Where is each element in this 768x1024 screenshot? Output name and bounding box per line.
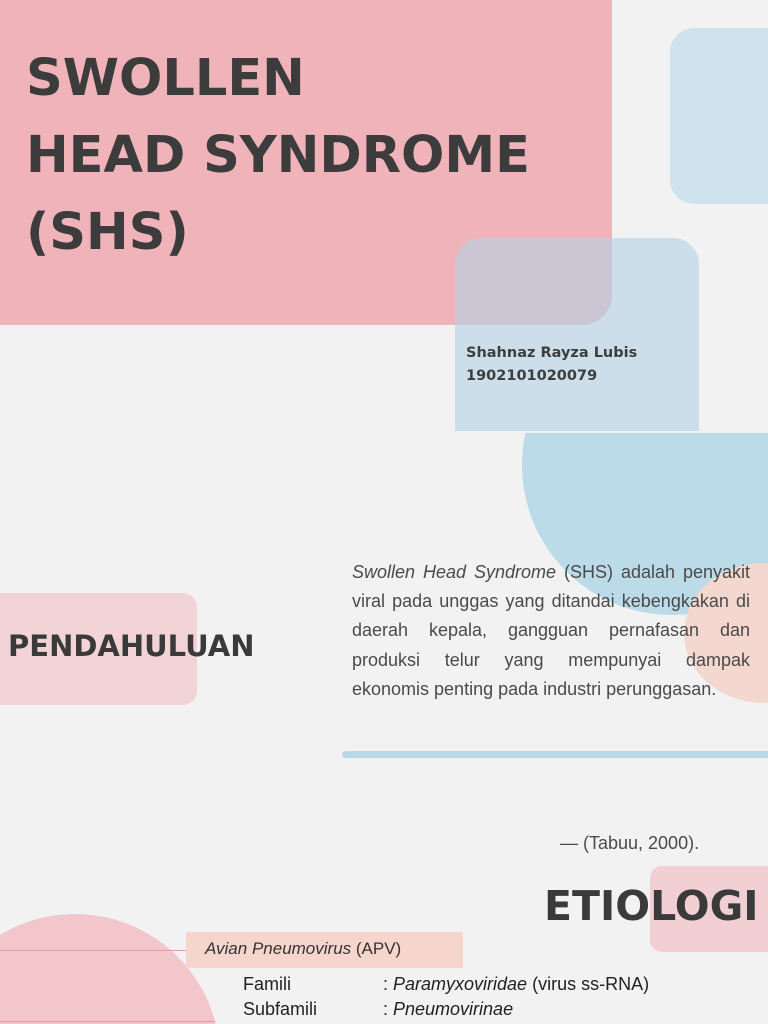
title-line-1: SWOLLEN: [26, 49, 305, 108]
pink-circle-decoration: [0, 914, 220, 1024]
title-line-3: (SHS): [26, 203, 189, 262]
intro-paragraph: [352, 558, 750, 704]
apv-rest: (APV): [351, 939, 402, 958]
taxonomy-sep: :: [383, 974, 394, 994]
slide-title: [0, 0, 768, 431]
citation: — (Tabuu, 2000).: [560, 833, 700, 853]
taxonomy-row: [243, 999, 513, 1020]
slide-title-heading: [26, 40, 530, 271]
para-rest: (SHS) adalah penyakit viral pada unggas yang ditandai kebengkakan di daerah kepala, gangguan pernafasan dan produksi telur yang mempunyai dampak ekonomis penting pada industri perunggasan.: [352, 562, 750, 699]
author-name: Shahnaz Rayza Lubis: [466, 345, 638, 361]
blue-divider-line: [342, 751, 768, 758]
pink-divider-line-2: [0, 1021, 215, 1022]
section-heading-etiologi: ETIOLOGI: [544, 882, 759, 930]
author-id: 1902101020079: [466, 368, 598, 384]
taxonomy-value-italic: Paramyxoviridae: [393, 974, 528, 994]
taxonomy-label: Famili: [243, 974, 291, 994]
slide-etiologi: [0, 866, 768, 1024]
taxonomy-row: [243, 974, 649, 995]
para-italic: Swollen Head Syndrome: [352, 562, 557, 582]
taxonomy-value: [393, 974, 649, 994]
pink-divider-line-1: [0, 950, 188, 951]
taxonomy-value-italic: Pneumovirinae: [393, 999, 514, 1019]
blue-rounded-square-right: [670, 28, 768, 204]
section-heading-pendahuluan: PENDAHULUAN: [8, 629, 255, 663]
taxonomy-label: Subfamili: [243, 999, 318, 1019]
taxonomy-value: [393, 999, 513, 1019]
taxonomy-value-rest: (virus ss-RNA): [527, 974, 650, 994]
apv-italic: Avian Pneumovirus: [205, 939, 352, 958]
author-block: [466, 342, 637, 388]
title-line-2: HEAD SYNDROME: [26, 126, 530, 185]
slide-pendahuluan: [0, 433, 768, 863]
taxonomy-sep: :: [383, 999, 394, 1019]
apv-label: [205, 939, 401, 959]
